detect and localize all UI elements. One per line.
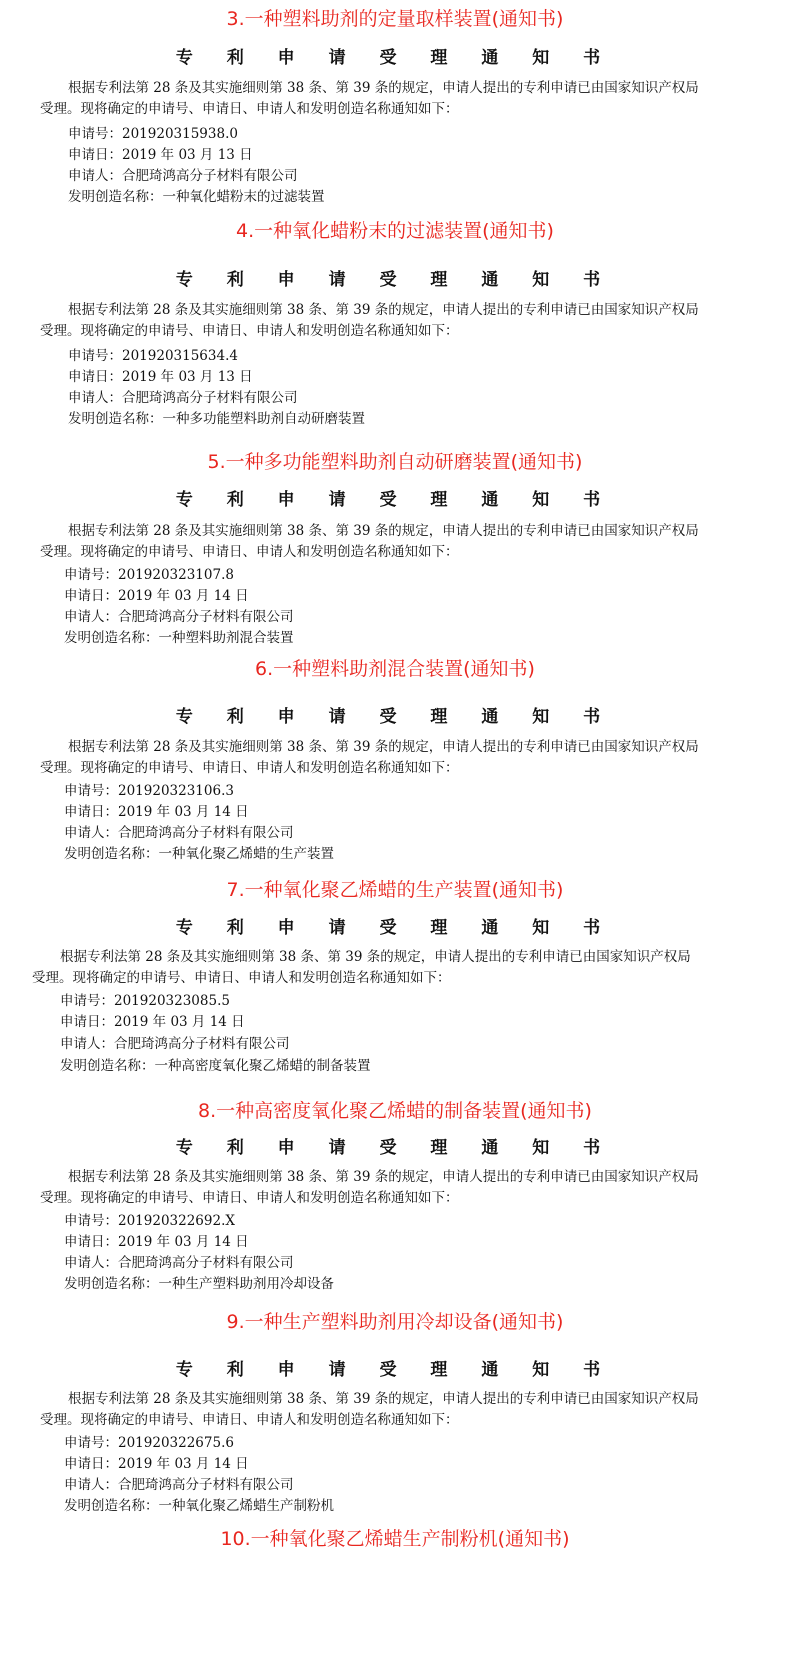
applicant-value: 合肥琦鸿高分子材料有限公司 bbox=[118, 825, 294, 841]
application-date bbox=[64, 1454, 249, 1474]
section-title: 4.一种氧化蜡粉末的过滤装置(通知书) bbox=[236, 220, 554, 242]
notice-body bbox=[32, 947, 752, 989]
applicant-value: 合肥琦鸿高分子材料有限公司 bbox=[122, 390, 298, 406]
applicant-label: 申请人： bbox=[68, 390, 122, 406]
notice-heading: 专 利 申 请 受 理 通 知 书 bbox=[175, 1360, 615, 1380]
invention-name-label: 发明创造名称： bbox=[64, 630, 159, 646]
applicant bbox=[64, 1253, 294, 1273]
notice-heading: 专 利 申 请 受 理 通 知 书 bbox=[175, 1138, 615, 1158]
application-date-value: 2019 年 03 月 14 日 bbox=[114, 1014, 245, 1030]
application-date-label: 申请日： bbox=[64, 804, 118, 820]
application-number-label: 申请号： bbox=[68, 348, 122, 364]
applicant-value: 合肥琦鸿高分子材料有限公司 bbox=[118, 609, 294, 625]
application-date-value: 2019 年 03 月 13 日 bbox=[122, 369, 253, 385]
application-number bbox=[68, 346, 238, 366]
application-number-value: 201920323106.3 bbox=[118, 783, 234, 799]
notice-body-line-2: 受理。现将确定的申请号、申请日、申请人和发明创造名称通知如下： bbox=[40, 760, 459, 776]
application-number bbox=[60, 991, 230, 1011]
application-number-label: 申请号： bbox=[68, 126, 122, 142]
applicant-value: 合肥琦鸿高分子材料有限公司 bbox=[118, 1477, 294, 1493]
invention-name-label: 发明创造名称： bbox=[68, 411, 163, 427]
applicant bbox=[64, 1475, 294, 1495]
application-number-label: 申请号： bbox=[64, 567, 118, 583]
applicant-label: 申请人： bbox=[64, 1477, 118, 1493]
invention-name-value: 一种塑料助剂混合装置 bbox=[158, 630, 294, 646]
notice-body bbox=[40, 521, 760, 563]
applicant-label: 申请人： bbox=[64, 825, 118, 841]
notice-heading: 专 利 申 请 受 理 通 知 书 bbox=[175, 490, 615, 510]
application-date-value: 2019 年 03 月 14 日 bbox=[118, 804, 249, 820]
notice-body bbox=[40, 1389, 760, 1431]
invention-name-label: 发明创造名称： bbox=[68, 189, 163, 205]
application-date bbox=[60, 1012, 245, 1032]
notice-body-line-1: 根据专利法第 28 条及其实施细则第 38 条、第 39 条的规定，申请人提出的专利申请已由国家知识产权局 bbox=[68, 1169, 699, 1185]
notice-body-line-1: 根据专利法第 28 条及其实施细则第 38 条、第 39 条的规定，申请人提出的专利申请已由国家知识产权局 bbox=[68, 80, 699, 96]
applicant-value: 合肥琦鸿高分子材料有限公司 bbox=[118, 1255, 294, 1271]
application-number bbox=[64, 781, 234, 801]
notice-heading: 专 利 申 请 受 理 通 知 书 bbox=[175, 918, 615, 938]
invention-name-label: 发明创造名称： bbox=[64, 1498, 159, 1514]
notice-body-line-1: 根据专利法第 28 条及其实施细则第 38 条、第 39 条的规定，申请人提出的专利申请已由国家知识产权局 bbox=[60, 949, 691, 965]
section-title: 9.一种生产塑料助剂用冷却设备(通知书) bbox=[226, 1311, 564, 1333]
notice-body-line-2: 受理。现将确定的申请号、申请日、申请人和发明创造名称通知如下： bbox=[40, 101, 459, 117]
section-title: 8.一种高密度氧化聚乙烯蜡的制备装置(通知书) bbox=[198, 1100, 592, 1122]
application-date bbox=[64, 586, 249, 606]
invention-name bbox=[64, 628, 294, 648]
applicant-value: 合肥琦鸿高分子材料有限公司 bbox=[114, 1036, 290, 1052]
invention-name bbox=[64, 1496, 334, 1516]
invention-name-value: 一种高密度氧化聚乙烯蜡的制备装置 bbox=[154, 1058, 371, 1074]
section-title: 5.一种多功能塑料助剂自动研磨装置(通知书) bbox=[207, 451, 583, 473]
notice-body-line-2: 受理。现将确定的申请号、申请日、申请人和发明创造名称通知如下： bbox=[40, 544, 459, 560]
notice-body-line-2: 受理。现将确定的申请号、申请日、申请人和发明创造名称通知如下： bbox=[40, 323, 459, 339]
applicant-value: 合肥琦鸿高分子材料有限公司 bbox=[122, 168, 298, 184]
application-number-value: 201920323085.5 bbox=[114, 993, 230, 1009]
invention-name-value: 一种多功能塑料助剂自动研磨装置 bbox=[162, 411, 365, 427]
application-date bbox=[68, 145, 253, 165]
application-date-label: 申请日： bbox=[64, 588, 118, 604]
invention-name bbox=[64, 844, 334, 864]
application-number-value: 201920315634.4 bbox=[122, 348, 238, 364]
application-number-value: 201920315938.0 bbox=[122, 126, 238, 142]
application-date-label: 申请日： bbox=[68, 147, 122, 163]
application-number-value: 201920322675.6 bbox=[118, 1435, 234, 1451]
section-title: 6.一种塑料助剂混合装置(通知书) bbox=[255, 658, 535, 680]
application-number-label: 申请号： bbox=[64, 1213, 118, 1229]
invention-name bbox=[68, 409, 365, 429]
application-number-label: 申请号： bbox=[64, 783, 118, 799]
applicant-label: 申请人： bbox=[64, 1255, 118, 1271]
application-date-label: 申请日： bbox=[68, 369, 122, 385]
application-date-value: 2019 年 03 月 14 日 bbox=[118, 1456, 249, 1472]
application-date bbox=[68, 367, 253, 387]
notice-body-line-2: 受理。现将确定的申请号、申请日、申请人和发明创造名称通知如下： bbox=[40, 1190, 459, 1206]
application-date-label: 申请日： bbox=[64, 1234, 118, 1250]
applicant bbox=[68, 388, 298, 408]
application-date-value: 2019 年 03 月 14 日 bbox=[118, 1234, 249, 1250]
section-title: 10.一种氧化聚乙烯蜡生产制粉机(通知书) bbox=[220, 1528, 570, 1550]
invention-name bbox=[64, 1274, 334, 1294]
invention-name-value: 一种氧化蜡粉末的过滤装置 bbox=[162, 189, 325, 205]
application-date-label: 申请日： bbox=[64, 1456, 118, 1472]
application-number bbox=[64, 1433, 234, 1453]
notice-body-line-2: 受理。现将确定的申请号、申请日、申请人和发明创造名称通知如下： bbox=[32, 970, 451, 986]
notice-body-line-1: 根据专利法第 28 条及其实施细则第 38 条、第 39 条的规定，申请人提出的专利申请已由国家知识产权局 bbox=[68, 523, 699, 539]
notice-body-line-1: 根据专利法第 28 条及其实施细则第 38 条、第 39 条的规定，申请人提出的专利申请已由国家知识产权局 bbox=[68, 302, 699, 318]
notice-body bbox=[40, 78, 760, 120]
notice-body bbox=[40, 1167, 760, 1209]
invention-name-value: 一种生产塑料助剂用冷却设备 bbox=[158, 1276, 334, 1292]
invention-name bbox=[68, 187, 325, 207]
invention-name-value: 一种氧化聚乙烯蜡的生产装置 bbox=[158, 846, 334, 862]
application-number-value: 201920322692.X bbox=[118, 1213, 235, 1229]
applicant-label: 申请人： bbox=[64, 609, 118, 625]
applicant-label: 申请人： bbox=[68, 168, 122, 184]
application-number bbox=[68, 124, 238, 144]
application-date-value: 2019 年 03 月 14 日 bbox=[118, 588, 249, 604]
notice-body-line-2: 受理。现将确定的申请号、申请日、申请人和发明创造名称通知如下： bbox=[40, 1412, 459, 1428]
invention-name bbox=[60, 1056, 371, 1076]
applicant bbox=[60, 1034, 290, 1054]
section-title: 3.一种塑料助剂的定量取样装置(通知书) bbox=[226, 8, 564, 30]
notice-body-line-1: 根据专利法第 28 条及其实施细则第 38 条、第 39 条的规定，申请人提出的专利申请已由国家知识产权局 bbox=[68, 1391, 699, 1407]
invention-name-label: 发明创造名称： bbox=[64, 1276, 159, 1292]
application-date bbox=[64, 1232, 249, 1252]
applicant-label: 申请人： bbox=[60, 1036, 114, 1052]
notice-body-line-1: 根据专利法第 28 条及其实施细则第 38 条、第 39 条的规定，申请人提出的专利申请已由国家知识产权局 bbox=[68, 739, 699, 755]
application-date-label: 申请日： bbox=[60, 1014, 114, 1030]
invention-name-label: 发明创造名称： bbox=[60, 1058, 155, 1074]
application-number-label: 申请号： bbox=[64, 1435, 118, 1451]
application-number-value: 201920323107.8 bbox=[118, 567, 234, 583]
notice-heading: 专 利 申 请 受 理 通 知 书 bbox=[175, 707, 615, 727]
application-number bbox=[64, 565, 234, 585]
application-number bbox=[64, 1211, 235, 1231]
notice-body bbox=[40, 737, 760, 779]
invention-name-value: 一种氧化聚乙烯蜡生产制粉机 bbox=[158, 1498, 334, 1514]
applicant bbox=[68, 166, 298, 186]
notice-heading: 专 利 申 请 受 理 通 知 书 bbox=[175, 270, 615, 290]
invention-name-label: 发明创造名称： bbox=[64, 846, 159, 862]
notice-heading: 专 利 申 请 受 理 通 知 书 bbox=[175, 48, 615, 68]
section-title: 7.一种氧化聚乙烯蜡的生产装置(通知书) bbox=[226, 879, 564, 901]
applicant bbox=[64, 823, 294, 843]
application-number-label: 申请号： bbox=[60, 993, 114, 1009]
application-date bbox=[64, 802, 249, 822]
notice-body bbox=[40, 300, 760, 342]
applicant bbox=[64, 607, 294, 627]
application-date-value: 2019 年 03 月 13 日 bbox=[122, 147, 253, 163]
